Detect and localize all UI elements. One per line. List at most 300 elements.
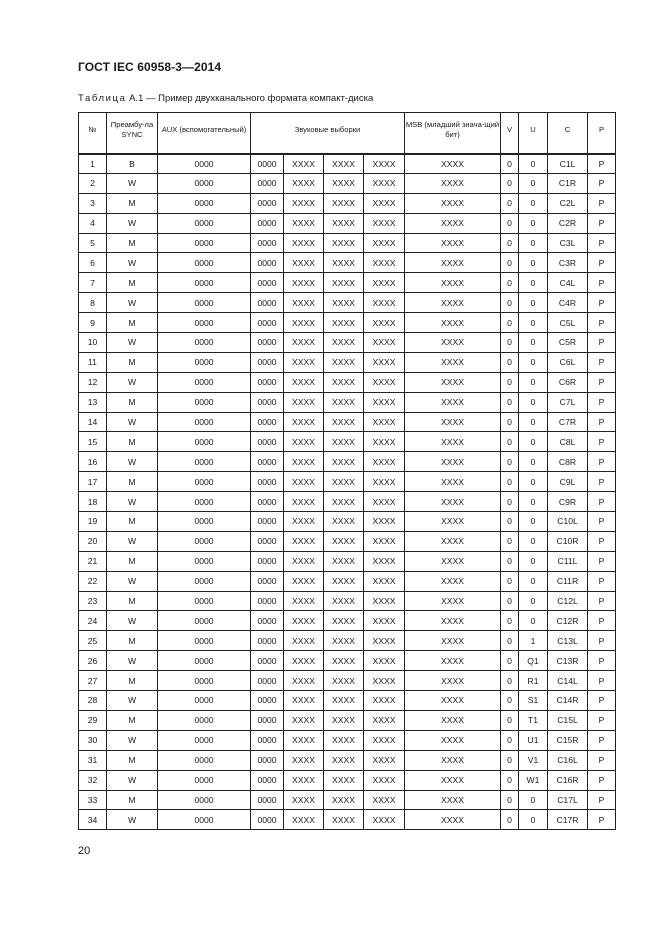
cell-v: 0 [501, 352, 519, 372]
cell-p: P [588, 730, 616, 750]
cell-number: 19 [79, 512, 107, 532]
cell-msb: XXXX [405, 273, 501, 293]
cell-aux: 0000 [158, 671, 251, 691]
cell-u: 0 [519, 154, 548, 174]
cell-p: P [588, 372, 616, 392]
cell-preamble: M [107, 233, 158, 253]
cell-aux: 0000 [158, 790, 251, 810]
cell-p: P [588, 790, 616, 810]
cell-number: 25 [79, 631, 107, 651]
cell-v: 0 [501, 392, 519, 412]
cell-c: C7R [548, 412, 588, 432]
table-row [79, 651, 616, 671]
cell-aux: 0000 [158, 551, 251, 571]
cell-v: 0 [501, 412, 519, 432]
cell-msb: XXXX [405, 233, 501, 253]
cell-sample-4: XXXX [364, 452, 405, 472]
cell-sample-1: 0000 [251, 173, 284, 193]
cell-number: 16 [79, 452, 107, 472]
cell-sample-3: XXXX [324, 551, 364, 571]
cell-u: 0 [519, 313, 548, 333]
cell-preamble: M [107, 671, 158, 691]
cell-sample-2: XXXX [284, 770, 324, 790]
cell-c: C13L [548, 631, 588, 651]
cell-aux: 0000 [158, 472, 251, 492]
table-row [79, 492, 616, 512]
document-standard-header: ГОСТ IEC 60958-3—2014 [78, 60, 222, 74]
cell-aux: 0000 [158, 750, 251, 770]
cell-aux: 0000 [158, 412, 251, 432]
cell-v: 0 [501, 372, 519, 392]
cell-aux: 0000 [158, 253, 251, 273]
cell-preamble: B [107, 154, 158, 174]
cell-u: 0 [519, 392, 548, 412]
cell-u: 1 [519, 631, 548, 651]
cell-c: C4L [548, 273, 588, 293]
cell-v: 0 [501, 710, 519, 730]
cell-sample-3: XXXX [324, 472, 364, 492]
cell-v: 0 [501, 313, 519, 333]
table-row [79, 313, 616, 333]
cell-sample-1: 0000 [251, 790, 284, 810]
table-row [79, 193, 616, 213]
cell-p: P [588, 412, 616, 432]
cell-sample-3: XXXX [324, 193, 364, 213]
cell-sample-1: 0000 [251, 571, 284, 591]
cell-sample-4: XXXX [364, 651, 405, 671]
cell-sample-2: XXXX [284, 551, 324, 571]
cell-v: 0 [501, 253, 519, 273]
header-msb: MSB (младший знача-щий бит) [405, 113, 501, 154]
table-row [79, 611, 616, 631]
cell-c: C3R [548, 253, 588, 273]
cell-aux: 0000 [158, 651, 251, 671]
cell-number: 15 [79, 432, 107, 452]
cell-p: P [588, 154, 616, 174]
cell-msb: XXXX [405, 372, 501, 392]
cell-number: 33 [79, 790, 107, 810]
cell-sample-2: XXXX [284, 233, 324, 253]
header-aux: AUX (вспомогательный) [158, 113, 251, 154]
cell-v: 0 [501, 770, 519, 790]
cell-sample-1: 0000 [251, 770, 284, 790]
cell-sample-2: XXXX [284, 730, 324, 750]
cell-p: P [588, 432, 616, 452]
cell-v: 0 [501, 492, 519, 512]
cell-sample-3: XXXX [324, 492, 364, 512]
cell-number: 2 [79, 173, 107, 193]
cell-sample-3: XXXX [324, 372, 364, 392]
cell-u: 0 [519, 531, 548, 551]
cell-v: 0 [501, 193, 519, 213]
cell-sample-1: 0000 [251, 472, 284, 492]
cell-msb: XXXX [405, 591, 501, 611]
cell-preamble: W [107, 770, 158, 790]
cell-sample-2: XXXX [284, 790, 324, 810]
cell-preamble: W [107, 412, 158, 432]
cell-sample-3: XXXX [324, 770, 364, 790]
cell-preamble: W [107, 173, 158, 193]
cell-c: C15R [548, 730, 588, 750]
table-row [79, 512, 616, 532]
cell-p: P [588, 770, 616, 790]
cell-aux: 0000 [158, 392, 251, 412]
cell-aux: 0000 [158, 233, 251, 253]
table-row [79, 671, 616, 691]
cell-sample-1: 0000 [251, 671, 284, 691]
cell-number: 13 [79, 392, 107, 412]
table-row [79, 253, 616, 273]
cell-number: 23 [79, 591, 107, 611]
header-v: V [501, 113, 519, 154]
cell-sample-3: XXXX [324, 392, 364, 412]
cell-c: C5L [548, 313, 588, 333]
cell-c: C12L [548, 591, 588, 611]
cell-v: 0 [501, 273, 519, 293]
cell-number: 29 [79, 710, 107, 730]
cell-p: P [588, 293, 616, 313]
cell-sample-2: XXXX [284, 392, 324, 412]
header-p: P [588, 113, 616, 154]
cell-preamble: M [107, 591, 158, 611]
cell-sample-4: XXXX [364, 193, 405, 213]
table-row [79, 631, 616, 651]
cell-sample-4: XXXX [364, 432, 405, 452]
cell-c: C16L [548, 750, 588, 770]
table-row [79, 392, 616, 412]
cell-number: 27 [79, 671, 107, 691]
cell-sample-4: XXXX [364, 611, 405, 631]
header-number: № [79, 113, 107, 154]
cell-msb: XXXX [405, 193, 501, 213]
cell-c: C13R [548, 651, 588, 671]
cell-u: 0 [519, 213, 548, 233]
cell-number: 9 [79, 313, 107, 333]
cell-c: C16R [548, 770, 588, 790]
cell-aux: 0000 [158, 591, 251, 611]
cell-sample-1: 0000 [251, 213, 284, 233]
cell-u: 0 [519, 432, 548, 452]
table-row [79, 591, 616, 611]
cell-p: P [588, 571, 616, 591]
cell-sample-3: XXXX [324, 531, 364, 551]
cell-sample-2: XXXX [284, 810, 324, 830]
cell-sample-1: 0000 [251, 750, 284, 770]
cell-sample-2: XXXX [284, 571, 324, 591]
cell-preamble: M [107, 551, 158, 571]
cell-u: 0 [519, 193, 548, 213]
cell-sample-4: XXXX [364, 492, 405, 512]
table-row [79, 790, 616, 810]
cell-sample-4: XXXX [364, 293, 405, 313]
cell-sample-2: XXXX [284, 173, 324, 193]
cell-u: 0 [519, 352, 548, 372]
cell-msb: XXXX [405, 492, 501, 512]
table-row [79, 750, 616, 770]
cell-c: C14R [548, 691, 588, 711]
cell-msb: XXXX [405, 551, 501, 571]
cell-c: C12R [548, 611, 588, 631]
cell-sample-3: XXXX [324, 293, 364, 313]
cell-number: 21 [79, 551, 107, 571]
cell-preamble: M [107, 193, 158, 213]
cell-preamble: W [107, 810, 158, 830]
cell-u: 0 [519, 512, 548, 532]
cell-aux: 0000 [158, 452, 251, 472]
cell-c: C8R [548, 452, 588, 472]
cell-c: C11L [548, 551, 588, 571]
table-caption-text: — Пример двухканального формата компакт-диска [143, 93, 374, 104]
cell-p: P [588, 452, 616, 472]
cell-sample-3: XXXX [324, 611, 364, 631]
cell-sample-4: XXXX [364, 770, 405, 790]
cell-sample-3: XXXX [324, 591, 364, 611]
cell-sample-1: 0000 [251, 591, 284, 611]
cell-p: P [588, 273, 616, 293]
cell-sample-3: XXXX [324, 790, 364, 810]
cell-sample-2: XXXX [284, 611, 324, 631]
cell-msb: XXXX [405, 790, 501, 810]
cell-sample-3: XXXX [324, 710, 364, 730]
cell-msb: XXXX [405, 392, 501, 412]
cell-msb: XXXX [405, 611, 501, 631]
cell-sample-1: 0000 [251, 810, 284, 830]
cell-msb: XXXX [405, 452, 501, 472]
cell-sample-2: XXXX [284, 293, 324, 313]
cell-number: 26 [79, 651, 107, 671]
cell-p: P [588, 492, 616, 512]
cell-v: 0 [501, 591, 519, 611]
cell-v: 0 [501, 531, 519, 551]
cell-sample-1: 0000 [251, 313, 284, 333]
cell-sample-1: 0000 [251, 452, 284, 472]
cell-v: 0 [501, 750, 519, 770]
cell-number: 3 [79, 193, 107, 213]
cell-number: 18 [79, 492, 107, 512]
cell-u: 0 [519, 273, 548, 293]
cell-aux: 0000 [158, 810, 251, 830]
cell-preamble: M [107, 472, 158, 492]
cell-aux: 0000 [158, 571, 251, 591]
cell-c: C9R [548, 492, 588, 512]
cell-preamble: M [107, 432, 158, 452]
header-u: U [519, 113, 548, 154]
cell-sample-2: XXXX [284, 333, 324, 353]
cell-v: 0 [501, 432, 519, 452]
cell-sample-4: XXXX [364, 671, 405, 691]
cell-sample-3: XXXX [324, 651, 364, 671]
cell-aux: 0000 [158, 512, 251, 532]
cell-msb: XXXX [405, 432, 501, 452]
cell-number: 28 [79, 691, 107, 711]
cell-v: 0 [501, 691, 519, 711]
cell-sample-2: XXXX [284, 154, 324, 174]
cell-aux: 0000 [158, 273, 251, 293]
cell-sample-4: XXXX [364, 253, 405, 273]
cell-msb: XXXX [405, 253, 501, 273]
cell-p: P [588, 253, 616, 273]
cell-u: V1 [519, 750, 548, 770]
cell-preamble: M [107, 273, 158, 293]
cell-v: 0 [501, 233, 519, 253]
cell-u: T1 [519, 710, 548, 730]
cell-preamble: M [107, 512, 158, 532]
table-row [79, 571, 616, 591]
cell-u: 0 [519, 790, 548, 810]
table-row [79, 233, 616, 253]
cell-number: 6 [79, 253, 107, 273]
cell-u: 0 [519, 293, 548, 313]
cell-sample-1: 0000 [251, 631, 284, 651]
cell-sample-2: XXXX [284, 531, 324, 551]
cell-p: P [588, 631, 616, 651]
cell-p: P [588, 710, 616, 730]
cell-u: 0 [519, 571, 548, 591]
cell-sample-3: XXXX [324, 571, 364, 591]
cell-p: P [588, 810, 616, 830]
cell-u: 0 [519, 412, 548, 432]
cell-u: 0 [519, 492, 548, 512]
cell-c: C17L [548, 790, 588, 810]
table-row [79, 333, 616, 353]
cell-aux: 0000 [158, 213, 251, 233]
cell-u: Q1 [519, 651, 548, 671]
cell-sample-2: XXXX [284, 710, 324, 730]
table-caption-label: Таблица [78, 93, 127, 104]
cell-aux: 0000 [158, 313, 251, 333]
table-caption [78, 93, 373, 104]
cell-sample-4: XXXX [364, 710, 405, 730]
cell-aux: 0000 [158, 193, 251, 213]
cell-sample-3: XXXX [324, 333, 364, 353]
cell-v: 0 [501, 611, 519, 631]
cell-sample-1: 0000 [251, 392, 284, 412]
cell-sample-2: XXXX [284, 273, 324, 293]
cell-sample-1: 0000 [251, 293, 284, 313]
cell-sample-4: XXXX [364, 750, 405, 770]
page-number: 20 [78, 845, 91, 857]
cell-preamble: W [107, 492, 158, 512]
cell-v: 0 [501, 472, 519, 492]
cell-sample-3: XXXX [324, 154, 364, 174]
cell-u: 0 [519, 173, 548, 193]
cell-u: 0 [519, 810, 548, 830]
cell-aux: 0000 [158, 372, 251, 392]
cell-msb: XXXX [405, 710, 501, 730]
cell-sample-4: XXXX [364, 213, 405, 233]
table-row [79, 770, 616, 790]
table-row [79, 352, 616, 372]
table-row [79, 472, 616, 492]
cell-u: 0 [519, 472, 548, 492]
cell-aux: 0000 [158, 691, 251, 711]
cell-sample-3: XXXX [324, 730, 364, 750]
cell-sample-4: XXXX [364, 313, 405, 333]
cell-msb: XXXX [405, 173, 501, 193]
cell-p: P [588, 233, 616, 253]
cell-sample-1: 0000 [251, 193, 284, 213]
cell-sample-3: XXXX [324, 432, 364, 452]
cell-c: C2L [548, 193, 588, 213]
cell-aux: 0000 [158, 432, 251, 452]
cell-msb: XXXX [405, 651, 501, 671]
cell-v: 0 [501, 730, 519, 750]
cell-preamble: W [107, 691, 158, 711]
cell-number: 7 [79, 273, 107, 293]
cell-sample-1: 0000 [251, 273, 284, 293]
cell-sample-4: XXXX [364, 531, 405, 551]
cell-v: 0 [501, 293, 519, 313]
cell-sample-2: XXXX [284, 750, 324, 770]
cell-c: C17R [548, 810, 588, 830]
cell-aux: 0000 [158, 770, 251, 790]
cell-sample-2: XXXX [284, 253, 324, 273]
cell-aux: 0000 [158, 352, 251, 372]
cell-sample-1: 0000 [251, 710, 284, 730]
cell-v: 0 [501, 154, 519, 174]
cell-c: C1R [548, 173, 588, 193]
table-row [79, 810, 616, 830]
cell-sample-1: 0000 [251, 253, 284, 273]
cell-sample-2: XXXX [284, 591, 324, 611]
cell-msb: XXXX [405, 671, 501, 691]
table-row [79, 531, 616, 551]
cell-sample-4: XXXX [364, 273, 405, 293]
cell-sample-1: 0000 [251, 372, 284, 392]
table-row [79, 412, 616, 432]
cell-u: U1 [519, 730, 548, 750]
cell-p: P [588, 173, 616, 193]
cell-u: R1 [519, 671, 548, 691]
cell-c: C7L [548, 392, 588, 412]
cell-sample-4: XXXX [364, 571, 405, 591]
cell-p: P [588, 611, 616, 631]
cell-sample-1: 0000 [251, 333, 284, 353]
cell-sample-4: XXXX [364, 591, 405, 611]
cell-u: 0 [519, 233, 548, 253]
cell-preamble: W [107, 253, 158, 273]
cell-v: 0 [501, 551, 519, 571]
cell-p: P [588, 750, 616, 770]
cell-sample-2: XXXX [284, 512, 324, 532]
cell-sample-2: XXXX [284, 432, 324, 452]
cell-msb: XXXX [405, 213, 501, 233]
cell-number: 4 [79, 213, 107, 233]
cell-sample-2: XXXX [284, 452, 324, 472]
cell-preamble: M [107, 790, 158, 810]
cell-preamble: W [107, 730, 158, 750]
cell-msb: XXXX [405, 472, 501, 492]
cell-c: C10R [548, 531, 588, 551]
cell-msb: XXXX [405, 770, 501, 790]
cell-msb: XXXX [405, 293, 501, 313]
cell-preamble: M [107, 392, 158, 412]
header-audio-samples: Звуковые выборки [251, 113, 405, 154]
header-preamble-sync: Преамбу-ла SYNC [107, 113, 158, 154]
cell-v: 0 [501, 333, 519, 353]
cell-p: P [588, 691, 616, 711]
cell-c: C11R [548, 571, 588, 591]
cell-c: C1L [548, 154, 588, 174]
cell-u: 0 [519, 333, 548, 353]
cell-number: 20 [79, 531, 107, 551]
cell-msb: XXXX [405, 571, 501, 591]
cell-aux: 0000 [158, 730, 251, 750]
cell-sample-4: XXXX [364, 472, 405, 492]
cell-sample-1: 0000 [251, 412, 284, 432]
cell-number: 1 [79, 154, 107, 174]
cell-v: 0 [501, 452, 519, 472]
